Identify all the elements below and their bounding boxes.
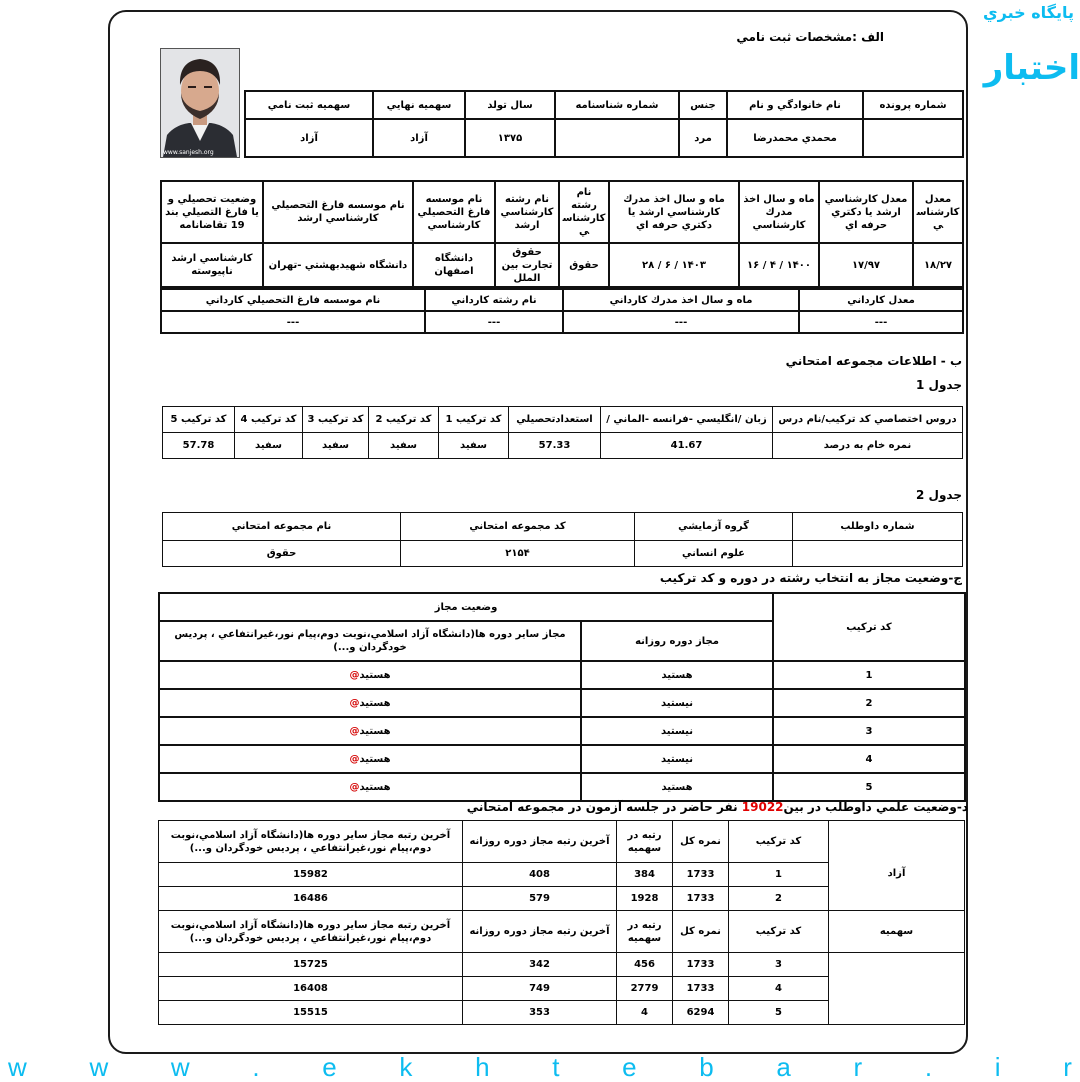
value-education-status: كارشناسي ارشد ناپيوسته — [161, 243, 263, 287]
url-letter: . — [924, 1052, 933, 1082]
header-final-quota: سهميه نهايي — [373, 91, 465, 119]
url-letter: e — [622, 1052, 637, 1082]
row-score: 6294 — [673, 1001, 729, 1025]
header-file-number: شماره پرونده — [863, 91, 963, 119]
participants-count: 19022 — [741, 800, 784, 814]
header-code-3: كد تركيب 3 — [303, 407, 369, 433]
row-other-text: هستيد — [359, 697, 391, 709]
row-daytime: نيستيد — [581, 689, 773, 717]
eligibility-table — [158, 592, 966, 802]
value-associate-date: --- — [563, 311, 799, 333]
row-daytime-rank: 353 — [463, 1001, 617, 1025]
url-letter: i — [994, 1052, 1001, 1082]
value-master-field: حقوق تجارت بين الملل — [495, 243, 559, 287]
header-associate-institute: نام موسسه فارغ التحصيلي كارداني — [161, 289, 425, 311]
watermark-url — [0, 1054, 1080, 1080]
row-other-rank: 16486 — [159, 887, 463, 911]
row-other-rank: 15515 — [159, 1001, 463, 1025]
associate-table — [160, 288, 964, 334]
eligibility-row — [159, 689, 965, 717]
row-daytime: هستيد — [581, 773, 773, 801]
table1-caption: جدول 1 — [916, 378, 962, 392]
header-gender: جنس — [679, 91, 727, 119]
row-other — [159, 661, 581, 689]
header-education-status: وضعيت تحصيلي و يا فارغ التصيلي بند 19 تقاضانامه — [161, 181, 263, 243]
header-quota-rank: رتبه در سهميه — [617, 911, 673, 953]
header-id-number: شماره شناسنامه — [555, 91, 679, 119]
header-eligibility-status: وضعيت مجاز — [159, 593, 773, 621]
ranking-row — [159, 953, 965, 977]
section-a-title: الف :مشخصات ثبت نامي — [736, 30, 884, 44]
header-bachelor-gpa: معدل كارشناسي — [913, 181, 963, 243]
value-associate-gpa: --- — [799, 311, 963, 333]
url-letter: w — [89, 1052, 109, 1082]
value-candidate-number — [793, 541, 963, 567]
row-code: 5 — [729, 1001, 829, 1025]
header-bachelor-date: ماه و سال اخذ مدرك كارشناسي — [739, 181, 819, 243]
section-c-title: ج-وضعيت مجاز به انتخاب رشته در دوره و كد تركيب — [659, 571, 962, 585]
row-code: 1 — [729, 863, 829, 887]
value-file-number — [863, 119, 963, 157]
url-letter: r — [1063, 1052, 1072, 1082]
header-exam-set-code: كد مجموعه امتحاني — [401, 513, 635, 541]
registration-table — [244, 90, 964, 158]
candidate-photo — [160, 48, 240, 158]
value-bachelor-field: حقوق — [559, 243, 609, 287]
header-daytime-eligible: مجاز دوره روزانه — [581, 621, 773, 661]
header-last-daytime-rank: آخرين رتبه مجاز دوره روزانه — [463, 821, 617, 863]
value-id-number — [555, 119, 679, 157]
value-bachelor-gpa: ۱۸/۲۷ — [913, 243, 963, 287]
row-daytime-rank: 408 — [463, 863, 617, 887]
url-letter: k — [399, 1052, 413, 1082]
row-other-text: هستيد — [359, 753, 391, 765]
header-combination-code: كد تركيب — [773, 593, 965, 661]
url-letter: e — [322, 1052, 337, 1082]
value-exam-set-code: ۲۱۵۴ — [401, 541, 635, 567]
value-exam-set-name: حقوق — [163, 541, 401, 567]
value-final-quota: آزاد — [373, 119, 465, 157]
row-other — [159, 745, 581, 773]
section-d-title-before: د-وضعيت علمي داوطلب در بين — [783, 800, 968, 814]
row-code: 4 — [773, 745, 965, 773]
header-bachelor-field: نام رشته كارشناسي — [559, 181, 609, 243]
header-associate-gpa: معدل كارداني — [799, 289, 963, 311]
header-aptitude: استعدادتحصيلي — [509, 407, 601, 433]
header-specialized-courses: دروس اختصاصي كد تركيب/نام درس — [773, 407, 963, 433]
value-full-name: محمدي محمدرضا — [727, 119, 863, 157]
value-associate-field: --- — [425, 311, 563, 333]
at-mark-icon: @ — [349, 725, 360, 737]
header-code: كد تركيب — [729, 821, 829, 863]
header-total-score: نمره كل — [673, 821, 729, 863]
header-full-name: نام خانوادگي و نام — [727, 91, 863, 119]
value-code-2: سفيد — [369, 433, 439, 459]
row-rank: 384 — [617, 863, 673, 887]
at-mark-icon: @ — [349, 753, 360, 765]
value-gender: مرد — [679, 119, 727, 157]
value-code-3: سفيد — [303, 433, 369, 459]
header-code-5: كد تركيب 5 — [163, 407, 235, 433]
header-master-institute: نام موسسه فارغ التحصيلي كارشناسي ارشد — [263, 181, 413, 243]
value-birth-year: ۱۳۷۵ — [465, 119, 555, 157]
row-code: 2 — [729, 887, 829, 911]
value-code-1: سفيد — [439, 433, 509, 459]
url-letter: . — [252, 1052, 260, 1082]
row-daytime-rank: 342 — [463, 953, 617, 977]
row-score: 1733 — [673, 953, 729, 977]
header-last-daytime-rank: آخرين رتبه مجاز دوره روزانه — [463, 911, 617, 953]
row-code: 3 — [773, 717, 965, 745]
section-d-title — [467, 800, 968, 814]
value-language: 41.67 — [601, 433, 773, 459]
header-bachelor-institute: نام موسسه فارغ التحصيلي كارشناسي — [413, 181, 495, 243]
header-associate-field: نام رشته كارداني — [425, 289, 563, 311]
ranking-table — [158, 820, 965, 1025]
row-daytime: نيستيد — [581, 717, 773, 745]
row-other-rank: 16408 — [159, 977, 463, 1001]
value-master-gpa: ۱۷/۹۷ — [819, 243, 913, 287]
photo-caption: www.sanjesh.org — [163, 149, 214, 156]
value-test-group: علوم انساني — [635, 541, 793, 567]
at-mark-icon: @ — [349, 781, 360, 793]
row-code: 1 — [773, 661, 965, 689]
watermark-brand-small: پايگاه خبري — [982, 3, 1074, 22]
url-letter: w — [8, 1052, 27, 1082]
row-other-rank: 15725 — [159, 953, 463, 977]
row-other-text: هستيد — [359, 781, 391, 793]
header-exam-set-name: نام مجموعه امتحاني — [163, 513, 401, 541]
header-test-group: گروه آزمايشي — [635, 513, 793, 541]
row-rank: 2779 — [617, 977, 673, 1001]
row-other — [159, 773, 581, 801]
row-other — [159, 717, 581, 745]
row-other — [159, 689, 581, 717]
row-code: 4 — [729, 977, 829, 1001]
quota-free: آزاد — [829, 821, 965, 911]
header-code-2: كد تركيب 2 — [369, 407, 439, 433]
row-code: 2 — [773, 689, 965, 717]
value-bachelor-date: ۱۴۰۰ / ۴ / ۱۶ — [739, 243, 819, 287]
header-registered-quota: سهميه ثبت نامي — [245, 91, 373, 119]
section-d-title-after: نفر حاضر در جلسه آزمون در مجموعه امتحاني — [466, 800, 742, 814]
header-other-eligible: مجاز ساير دوره ها(دانشگاه آزاد اسلامي،نوبت دوم،پيام نور،غيرانتفاعي ، پرديس خودگردان و...) — [159, 621, 581, 661]
url-letter: a — [776, 1052, 791, 1082]
value-code-4: سفيد — [235, 433, 303, 459]
watermark-brand-logo: اختبار — [983, 48, 1080, 88]
header-code: كد تركيب — [729, 911, 829, 953]
value-associate-institute: --- — [161, 311, 425, 333]
url-letter: t — [552, 1052, 560, 1082]
eligibility-row — [159, 661, 965, 689]
table2-caption: جدول 2 — [916, 488, 962, 502]
row-other-rank: 15982 — [159, 863, 463, 887]
value-aptitude: 57.33 — [509, 433, 601, 459]
header-quota: سهميه — [829, 911, 965, 953]
header-candidate-number: شماره داوطلب — [793, 513, 963, 541]
header-code-4: كد تركيب 4 — [235, 407, 303, 433]
row-daytime-rank: 579 — [463, 887, 617, 911]
eligibility-row — [159, 717, 965, 745]
url-letter: h — [475, 1052, 490, 1082]
row-other-text: هستيد — [359, 669, 391, 681]
eligibility-row — [159, 745, 965, 773]
url-letter: r — [853, 1052, 863, 1082]
row-score: 1733 — [673, 977, 729, 1001]
header-code-1: كد تركيب 1 — [439, 407, 509, 433]
at-mark-icon: @ — [349, 669, 360, 681]
eligibility-row — [159, 773, 965, 801]
row-other-text: هستيد — [359, 725, 391, 737]
exam-table-1 — [162, 406, 963, 459]
row-daytime-rank: 749 — [463, 977, 617, 1001]
header-associate-date: ماه و سال اخذ مدرك كارداني — [563, 289, 799, 311]
value-master-institute: دانشگاه شهيدبهشتي -تهران — [263, 243, 413, 287]
value-bachelor-institute: دانشگاه اصفهان — [413, 243, 495, 287]
header-master-field: نام رشته كارشناسي ارشد — [495, 181, 559, 243]
row-score: 1733 — [673, 863, 729, 887]
row-rank: 1928 — [617, 887, 673, 911]
header-last-other-rank: آخرين رتبه مجاز ساير دوره ها(دانشگاه آزاد اسلامي،نوبت دوم،پيام نور،غيرانتفاعي ، پرديس خودگردان و...) — [159, 911, 463, 953]
row-code: 5 — [773, 773, 965, 801]
value-registered-quota: آزاد — [245, 119, 373, 157]
raw-score-label: نمره خام به درصد — [773, 433, 963, 459]
row-rank: 4 — [617, 1001, 673, 1025]
person-photo-icon — [161, 49, 239, 157]
row-daytime: نيستيد — [581, 745, 773, 773]
header-quota-rank: رتبه در سهميه — [617, 821, 673, 863]
header-total-score: نمره كل — [673, 911, 729, 953]
row-daytime: هستيد — [581, 661, 773, 689]
row-score: 1733 — [673, 887, 729, 911]
header-language: زبان /انگليسي -فرانسه -الماني / — [601, 407, 773, 433]
header-birth-year: سال تولد — [465, 91, 555, 119]
row-rank: 456 — [617, 953, 673, 977]
quota-empty-cell — [829, 953, 965, 1025]
value-master-date: ۱۴۰۳ / ۶ / ۲۸ — [609, 243, 739, 287]
header-last-other-rank: آخرين رتبه مجاز ساير دوره ها(دانشگاه آزاد اسلامي،نوبت دوم،پيام نور،غيرانتفاعي ، پرديس خودگردان و...) — [159, 821, 463, 863]
at-mark-icon: @ — [349, 697, 360, 709]
row-code: 3 — [729, 953, 829, 977]
url-letter: w — [170, 1052, 190, 1082]
section-b-title: ب - اطلاعات مجموعه امتحاني — [785, 354, 962, 368]
education-table — [160, 180, 964, 288]
exam-table-2 — [162, 512, 963, 567]
url-letter: b — [699, 1052, 714, 1082]
header-master-gpa: معدل كارشناسي ارشد يا دكتري حرفه اي — [819, 181, 913, 243]
header-master-date: ماه و سال اخذ مدرك كارشناسي ارشد يا دكتري حرفه اي — [609, 181, 739, 243]
value-code-5: 57.78 — [163, 433, 235, 459]
